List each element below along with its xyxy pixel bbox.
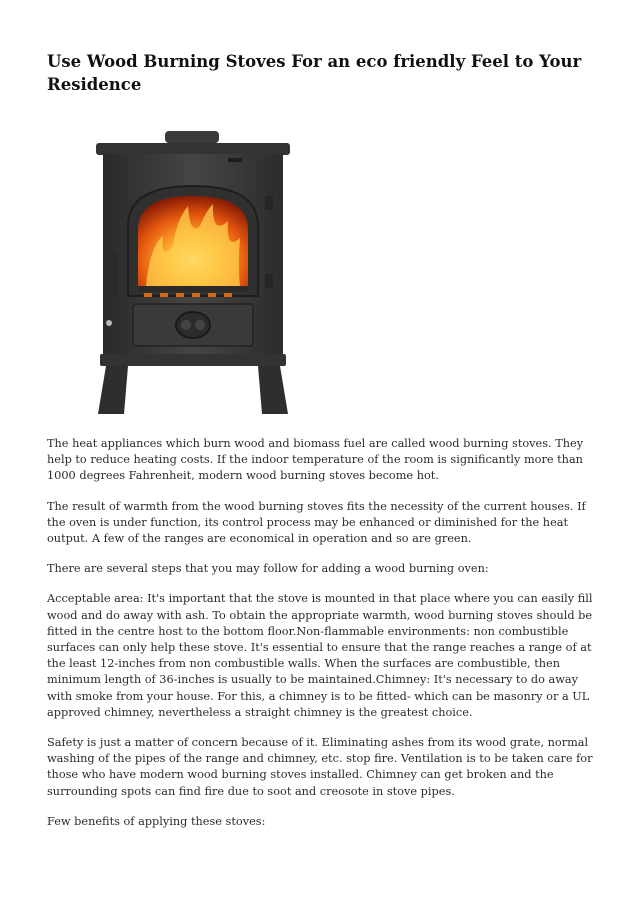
document-body	[47, 436, 595, 844]
wood-stove-image	[88, 126, 298, 416]
paragraph: Acceptable area: It's important that the stove is mounted in that place where you can easily fill wood and do away with ash. To obtain the appropriate warmth, wood burning stoves should be fitted in the centre host to the bottom floor.Non-flammable environments: non combustible surfaces can only help these stove. It's essential to ensure that the range reaches a range of at the least 12-inches from non combustible walls. When the surfaces are combustible, then minimum length of 36-inches is usually to be maintained.Chimney: It's necessary to do away with smoke from your house. For this, a chimney is to be fitted- which can be masonry or a UL approved chimney, nevertheless a straight chimney is the greatest choice.	[47, 592, 593, 719]
paragraph: There are several steps that you may follow for adding a wood burning oven:	[47, 562, 489, 576]
paragraph: The result of warmth from the wood burning stoves fits the necessity of the current houses. If the oven is under function, its control process may be enhanced or diminished for the heat output. A few of the ranges are economical in operation and so are green.	[47, 499, 586, 546]
document-title: Use Wood Burning Stoves For an eco friendly Feel to Your Residence	[47, 52, 582, 94]
paragraph: Few benefits of applying these stoves:	[47, 814, 266, 828]
wood-stove-icon	[88, 126, 298, 416]
paragraph: The heat appliances which burn wood and biomass fuel are called wood burning stoves. They help to reduce heating costs. If the indoor temperature of the room is significantly more than 1000 degrees Fahrenheit, modern wood burning stoves become hot.	[47, 437, 584, 483]
paragraph: Safety is just a matter of concern because of it. Eliminating ashes from its wood grate, normal washing of the pipes of the range and chimney, etc. stop fire. Ventilation is to be taken care for those who have modern wood burning stoves installed. Chimney can get broken and the surrounding spots can find fire due to soot and creosote in stove pipes.	[47, 736, 593, 798]
